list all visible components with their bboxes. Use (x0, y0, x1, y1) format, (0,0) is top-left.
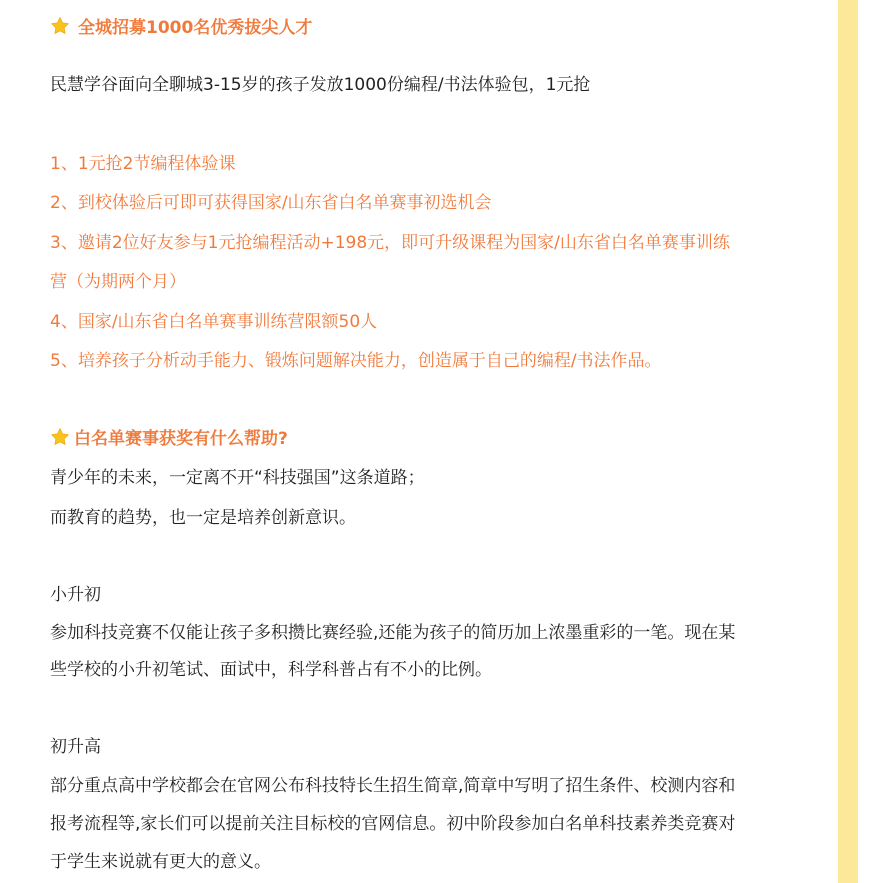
section-heading-recruit (50, 16, 312, 43)
list-item-continuation: 营（为期两个月） (50, 272, 186, 292)
heading-text: 白名单赛事获奖有什么帮助? (74, 429, 288, 449)
subsection-title-chushenggao: 初升高 (50, 737, 101, 757)
list-item: 4、国家/山东省白名单赛事训练营限额50人 (50, 312, 378, 332)
list-item: 1、1元抢2节编程体验课 (50, 154, 236, 174)
subsection-title-xiaoshengchu: 小升初 (50, 585, 101, 605)
paragraph-line: 些学校的小升初笔试、面试中，科学科普占有不小的比例。 (50, 660, 492, 680)
heading-text: 全城招募1000名优秀拔尖人才 (78, 18, 313, 38)
paragraph-line: 青少年的未来，一定离不开“科技强国”这条道路； (50, 468, 425, 488)
star-icon (50, 16, 70, 43)
intro-text: 民慧学谷面向全聊城3-15岁的孩子发放1000份编程/书法体验包，1元抢 (50, 75, 591, 95)
paragraph-line: 而教育的趋势，也一定是培养创新意识。 (50, 508, 356, 528)
paragraph-line: 部分重点高中学校都会在官网公布科技特长生招生简章,简章中写明了招生条件、校测内容和 (50, 776, 736, 796)
list-item: 3、邀请2位好友参与1元抢编程活动+198元，即可升级课程为国家/山东省白名单赛事训练 (50, 233, 730, 253)
star-icon (50, 427, 70, 454)
decorative-side-strip (838, 0, 858, 883)
paragraph-line: 于学生来说就有更大的意义。 (50, 852, 271, 872)
list-item: 5、培养孩子分析动手能力、锻炼问题解决能力，创造属于自己的编程/书法作品。 (50, 351, 662, 371)
list-item: 2、到校体验后可即可获得国家/山东省白名单赛事初选机会 (50, 193, 492, 213)
paragraph-line: 参加科技竞赛不仅能让孩子多积攒比赛经验,还能为孩子的简历加上浓墨重彩的一笔。现在某 (50, 623, 736, 643)
section-heading-benefits (50, 427, 288, 454)
paragraph-line: 报考流程等,家长们可以提前关注目标校的官网信息。初中阶段参加白名单科技素养类竞赛对 (50, 814, 736, 834)
